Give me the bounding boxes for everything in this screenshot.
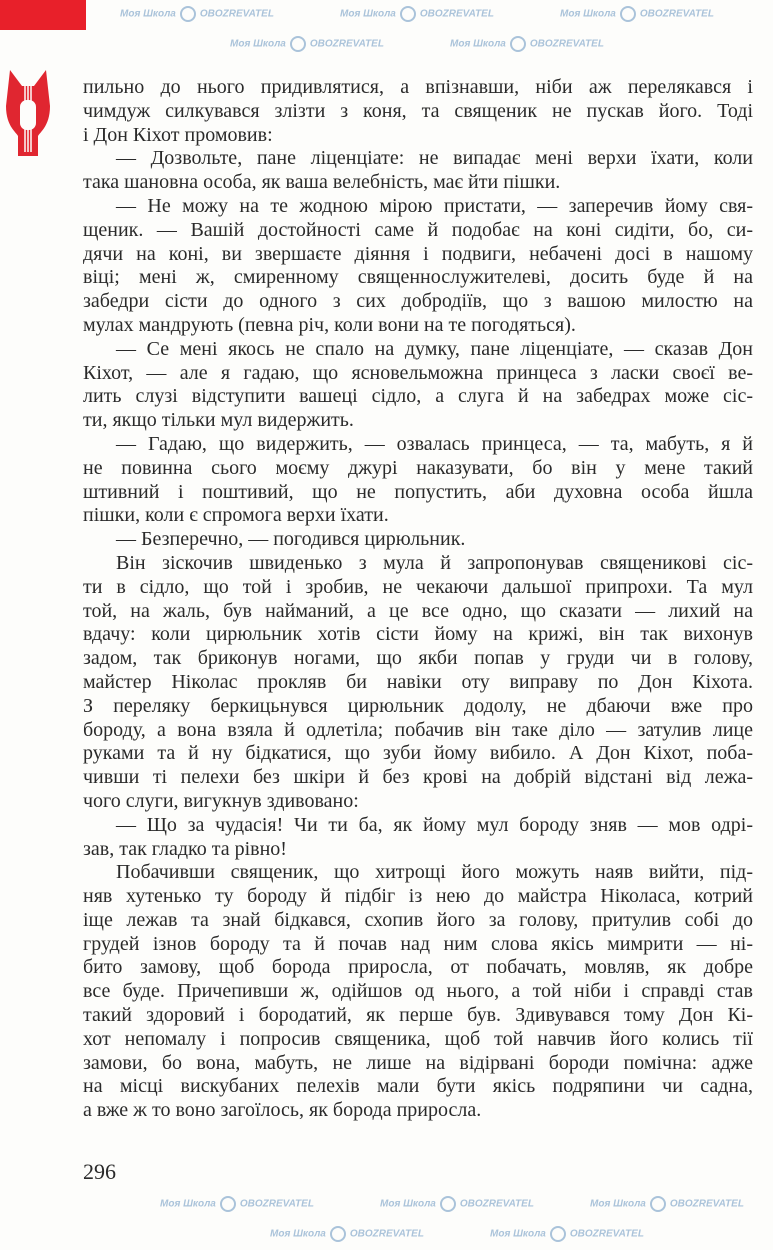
text-line: такий здоровий і бородатий, як перше був. Здивувався тому Дон Кі- <box>83 1004 753 1027</box>
watermark-school: Моя Школа <box>560 8 616 20</box>
page-number: 296 <box>83 1159 116 1184</box>
text-line: така шановна особа, як ваша велебність, має йти пішки. <box>83 171 561 194</box>
text-line: бито замову, щоб борода приросла, от побачать, мовляв, як добре <box>83 956 753 979</box>
text-line: майстер Ніколас прокляв би навіки оту виправу по Дон Кіхота. <box>83 670 753 693</box>
watermark-school: Моя Школа <box>230 38 286 50</box>
text-line: той, на жаль, був найманий, а це все одно, що сказати — лихий на <box>83 599 753 622</box>
text-line: чого слуги, вигукнув здивовано: <box>83 789 359 812</box>
text-line: ти в сідло, що той і зробив, не чекаючи дальшої припрохи. Та мул <box>83 575 753 598</box>
watermark-logo-icon <box>510 36 526 52</box>
text-line: бороду, а вона взяла й одлетіла; побачив він таке діло — затулив лице <box>83 718 753 741</box>
watermark-school: Моя Школа <box>590 1198 646 1210</box>
watermark <box>120 6 274 23</box>
text-line: ти, якщо тільки мул видержить. <box>83 409 354 432</box>
body-text <box>83 76 753 1123</box>
text-line: няв хутенько ту бороду й підбіг із нею до майстра Ніколаса, котрий <box>83 885 753 908</box>
text-line: грудей ізнов бороду та й почав над ним слова якісь мимрити — ні- <box>83 932 753 955</box>
watermark <box>490 1226 644 1243</box>
text-line: не повинна сього моєму джурі наказувати, бо він у мене такий <box>83 456 753 479</box>
watermark <box>590 1196 744 1213</box>
text-line: лить слузі відступити вашеці сідло, а слуга й на забедрах може сіс- <box>83 385 753 408</box>
watermark-brand: OBOZREVATEL <box>419 8 494 20</box>
watermark-brand: OBOZREVATEL <box>459 1198 534 1210</box>
watermark <box>160 1196 314 1213</box>
watermark-brand: OBOZREVATEL <box>239 1198 314 1210</box>
text-line: Побачивши священик, що хитрощі його можуть наяв вийти, під- <box>116 861 753 884</box>
watermark-brand: OBOZREVATEL <box>349 1228 424 1240</box>
text-line: вдачу: коли цирюльник хотів сісти йому на крижі, він так вихонув <box>83 623 753 646</box>
watermark <box>270 1226 424 1243</box>
text-line: а вже ж то воно загоїлось, як борода приросла. <box>83 1099 482 1122</box>
text-line: задом, так бриконув ногами, що якби попав у груди чи в голову, <box>83 647 753 670</box>
text-line: — Що за чудасія! Чи ти ба, як йому мул бороду зняв — мов одрі- <box>116 813 753 836</box>
watermark-logo-icon <box>440 1196 456 1212</box>
watermark-school: Моя Школа <box>120 8 176 20</box>
text-line: Він зіскочив швиденько з мула й запропонував священикові сіс- <box>116 551 753 574</box>
watermark <box>380 1196 534 1213</box>
text-line: пильно до нього придивлятися, а впізнавши, ніби аж перелякався і <box>83 76 753 98</box>
text-line: іще лежав та знай бідкався, схопив його за голову, притулив собі до <box>83 908 753 931</box>
watermark-brand: OBOZREVATEL <box>529 38 604 50</box>
watermark-logo-icon <box>550 1226 566 1242</box>
text-line: — Се мені якось не спало на думку, пане ліценціате, — сказав Дон <box>116 337 753 360</box>
text-line: і Дон Кіхот промовив: <box>83 123 273 146</box>
text-line: віці; мені ж, смиренному священнослужителеві, досить буде й на <box>83 266 753 289</box>
text-line: зав, так гладко та рівно! <box>83 837 287 860</box>
text-line: дячи на коні, ви звершаєте діяння і подвиги, небачені досі в нашому <box>83 242 753 265</box>
text-line: забедри сісти до одного з сих добродіїв, що з вашою милостю на <box>83 290 753 313</box>
watermark-logo-icon <box>330 1226 346 1242</box>
watermark-school: Моя Школа <box>490 1228 546 1240</box>
text-line: щеник. — Вашій достойності саме й подобає на коні сидіти, бо, си- <box>83 218 753 241</box>
text-line: мулах мандрують (певна річ, коли вони на те погодяться). <box>83 313 576 336</box>
watermark <box>340 6 494 23</box>
watermark-brand: OBOZREVATEL <box>569 1228 644 1240</box>
watermark <box>450 36 604 53</box>
watermark-logo-icon <box>290 36 306 52</box>
watermark-brand: OBOZREVATEL <box>199 8 274 20</box>
watermark-logo-icon <box>400 6 416 22</box>
text-line: пішки, коли є спромога верхи їхати. <box>83 504 389 527</box>
text-line: — Дозвольте, пане ліценціате: не випадає мені верхи їхати, коли <box>116 147 753 170</box>
text-line: чимдуж силкувався злізти з коня, та священик не пускав його. Тоді <box>83 99 753 122</box>
watermark-logo-icon <box>620 6 636 22</box>
text-line: — Гадаю, що видержить, — озвалась принцеса, — та, мабуть, я й <box>116 432 753 455</box>
text-line: руками та й ну бідкатися, що зуби йому вибило. А Дон Кіхот, поба- <box>83 742 753 765</box>
text-line: хот непомалу і попросив священика, щоб той навчив його колись тії <box>83 1027 753 1050</box>
watermark-school: Моя Школа <box>340 8 396 20</box>
text-line: З переляку беркицьнувся цирюльник додолу, не дбаючи вже про <box>83 694 753 717</box>
watermark-school: Моя Школа <box>160 1198 216 1210</box>
text-line: на місці вискубаних пелехів мали бути якісь подряпини чи садна, <box>83 1075 753 1098</box>
text-line: штивний і поштивий, що не попустить, аби духовна особа йшла <box>83 480 753 503</box>
watermark-logo-icon <box>650 1196 666 1212</box>
watermark-school: Моя Школа <box>450 38 506 50</box>
text-line: — Безперечно, — погодився цирюльник. <box>116 528 466 551</box>
text-line: замови, бо вона, мабуть, не лише на відірвані бороди помічна: адже <box>83 1051 753 1074</box>
text-line: — Не можу на те жодною мірою пристати, — заперечив йому свя- <box>116 194 753 217</box>
watermark-logo-icon <box>180 6 196 22</box>
watermark <box>230 36 384 53</box>
red-corner-tab <box>0 0 86 30</box>
watermark-school: Моя Школа <box>380 1198 436 1210</box>
watermark-brand: OBOZREVATEL <box>639 8 714 20</box>
watermark-logo-icon <box>220 1196 236 1212</box>
text-line: все буде. Причепивши ж, одійшов од нього, а той ніби і справді став <box>83 980 753 1003</box>
text-line: Кіхот, — але я гадаю, що ясновельможна принцеса з ласки своєї ве- <box>83 361 753 384</box>
watermark-brand: OBOZREVATEL <box>669 1198 744 1210</box>
watermark <box>560 6 714 23</box>
watermark-school: Моя Школа <box>270 1228 326 1240</box>
text-line: чивши ті пелехи без шкіри й без крові на добрій відстані від лежа- <box>83 766 753 789</box>
lyre-icon <box>4 66 52 162</box>
watermark-brand: OBOZREVATEL <box>309 38 384 50</box>
